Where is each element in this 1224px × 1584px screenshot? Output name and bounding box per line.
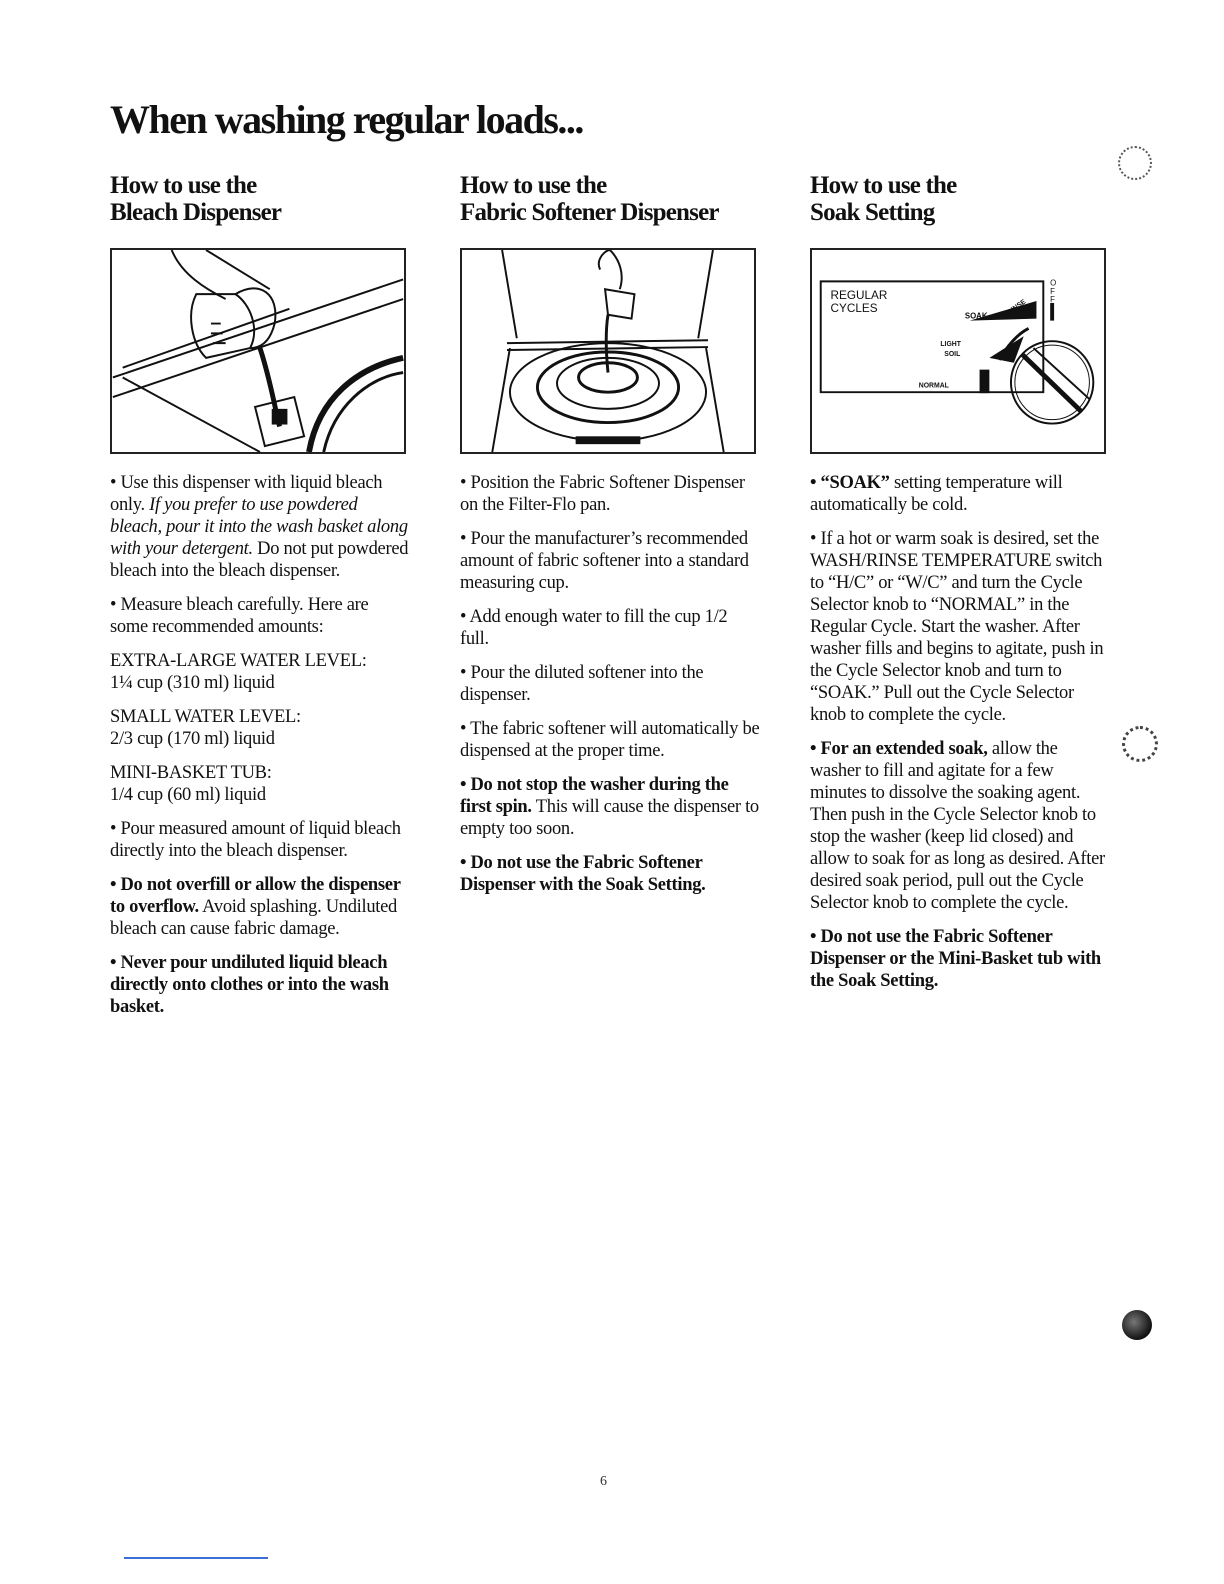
text-run: Avoid splashing. Undiluted bleach can cause fabric damage.: [110, 897, 398, 939]
paragraph: [110, 818, 410, 862]
paragraph: [460, 662, 760, 706]
section-body: [110, 472, 410, 1018]
heading-line-2: Bleach Dispenser: [110, 199, 282, 226]
paragraph: [460, 852, 760, 896]
dial-label-cycles: CYCLES: [830, 301, 878, 315]
binder-hole-mark: [1122, 1310, 1152, 1340]
text-run: 1/4 cup (60 ml) liquid: [110, 785, 266, 805]
text-run: • Use this dispenser with liquid bleach only.: [110, 473, 383, 515]
text-run: • Never pour undiluted liquid bleach directly onto clothes or into the wash basket.: [110, 953, 389, 1017]
section-heading: [810, 172, 1110, 226]
text-run: Do not put powdered bleach into the bleach dispenser.: [110, 539, 409, 581]
text-run: • Add enough water to fill the cup 1/2 full.: [460, 607, 728, 649]
paragraph: [110, 472, 410, 582]
heading-line-1: How to use the: [460, 172, 607, 199]
dial-label-off-o: O: [1050, 278, 1057, 288]
text-run: MINI-BASKET TUB:: [110, 763, 272, 783]
text-run: If you prefer to use powdered bleach, pour it into the wash basket along with your detergent.: [110, 495, 408, 559]
section-heading: [460, 172, 760, 226]
heading-line-2: Soak Setting: [810, 199, 935, 226]
soak-setting-section: [810, 172, 1110, 1004]
text-run: • Do not stop the washer during the first spin.: [460, 775, 729, 817]
paragraph: [810, 472, 1110, 516]
dial-label-light: LIGHT: [940, 341, 961, 349]
section-body: [460, 472, 760, 896]
cycle-selector-dial-illustration: [810, 248, 1106, 454]
text-run: 1¼ cup (310 ml) liquid: [110, 673, 275, 693]
binder-hole-mark: [1122, 726, 1158, 762]
dial-label-rinse: RINSE: [1006, 298, 1028, 317]
section-heading: [110, 172, 410, 226]
text-run: • Pour measured amount of liquid bleach directly into the bleach dispenser.: [110, 819, 401, 861]
page-title: When washing regular loads...: [110, 97, 583, 142]
text-run: • Do not use the Fabric Softener Dispenser or the Mini-Basket tub with the Soak Setting.: [810, 927, 1101, 991]
text-run: allow the washer to fill and agitate for a few minutes to dissolve the soaking agent. Then push in the Cycle Selector knob to stop the washer (keep lid closed) and allow to soak for as long as desired. After desired soak period, pull out the Cycle Selector knob to complete the cycle.: [810, 739, 1105, 913]
text-run: EXTRA-LARGE WATER LEVEL:: [110, 651, 367, 671]
text-run: 2/3 cup (170 ml) liquid: [110, 729, 275, 749]
text-run: • The fabric softener will automatically be dispensed at the proper time.: [460, 719, 760, 761]
heading-line-2: Fabric Softener Dispenser: [460, 199, 719, 226]
dial-label-regular: REGULAR: [830, 289, 888, 303]
fabric-softener-section: [460, 172, 760, 908]
softener-dispenser-illustration: [460, 248, 756, 454]
dial-label-off-f: F: [1050, 294, 1055, 304]
page-number: 6: [600, 1474, 607, 1489]
paragraph: [460, 528, 760, 594]
dial-label-normal: NORMAL: [918, 382, 949, 390]
text-run: • For an extended soak,: [810, 739, 988, 759]
text-run: • Do not overfill or allow the dispenser to overflow.: [110, 875, 401, 917]
text-run: • “SOAK”: [810, 473, 890, 493]
footer-rule: [124, 1557, 268, 1559]
paragraph: [110, 874, 410, 940]
text-run: • Position the Fabric Softener Dispenser on the Filter-Flo pan.: [460, 473, 745, 515]
paragraph: [810, 738, 1110, 914]
text-run: This will cause the dispenser to empty too soon.: [460, 797, 759, 839]
paragraph: [110, 952, 410, 1018]
text-run: • Do not use the Fabric Softener Dispenser with the Soak Setting.: [460, 853, 706, 895]
pouring-bleach-illustration: [110, 248, 406, 454]
section-body: [810, 472, 1110, 992]
paragraph: [110, 706, 410, 750]
paragraph: [810, 926, 1110, 992]
text-run: • If a hot or warm soak is desired, set the WASH/RINSE TEMPERATURE switch to “H/C” or “W/C” and turn the Cycle Selector knob to “NORMAL” in the Regular Cycle. Start the washer. After washer fills and begins to agitate, push in the Cycle Selector knob and turn to “SOAK.” Pull out the Cycle Selector knob to complete the cycle.: [810, 529, 1104, 725]
paragraph: [460, 606, 760, 650]
heading-line-1: How to use the: [810, 172, 957, 199]
dial-label-soil: SOIL: [944, 350, 961, 358]
dial-label-soak: SOAK: [964, 311, 988, 321]
paragraph: [110, 762, 410, 806]
dial-label-off-f: F: [1050, 287, 1055, 297]
paragraph: [460, 472, 760, 516]
text-run: SMALL WATER LEVEL:: [110, 707, 301, 727]
paragraph: [110, 594, 410, 638]
heading-line-1: How to use the: [110, 172, 257, 199]
bleach-dispenser-section: [110, 172, 410, 1030]
text-run: setting temperature will automatically be cold.: [810, 473, 1063, 515]
paragraph: [810, 528, 1110, 726]
binder-hole-mark: [1118, 146, 1152, 180]
paragraph: [110, 650, 410, 694]
text-run: • Pour the diluted softener into the dispenser.: [460, 663, 704, 705]
text-run: • Measure bleach carefully. Here are some recommended amounts:: [110, 595, 369, 637]
paragraph: [460, 718, 760, 762]
text-run: • Pour the manufacturer’s recommended amount of fabric softener into a standard measuring cup.: [460, 529, 749, 593]
paragraph: [460, 774, 760, 840]
